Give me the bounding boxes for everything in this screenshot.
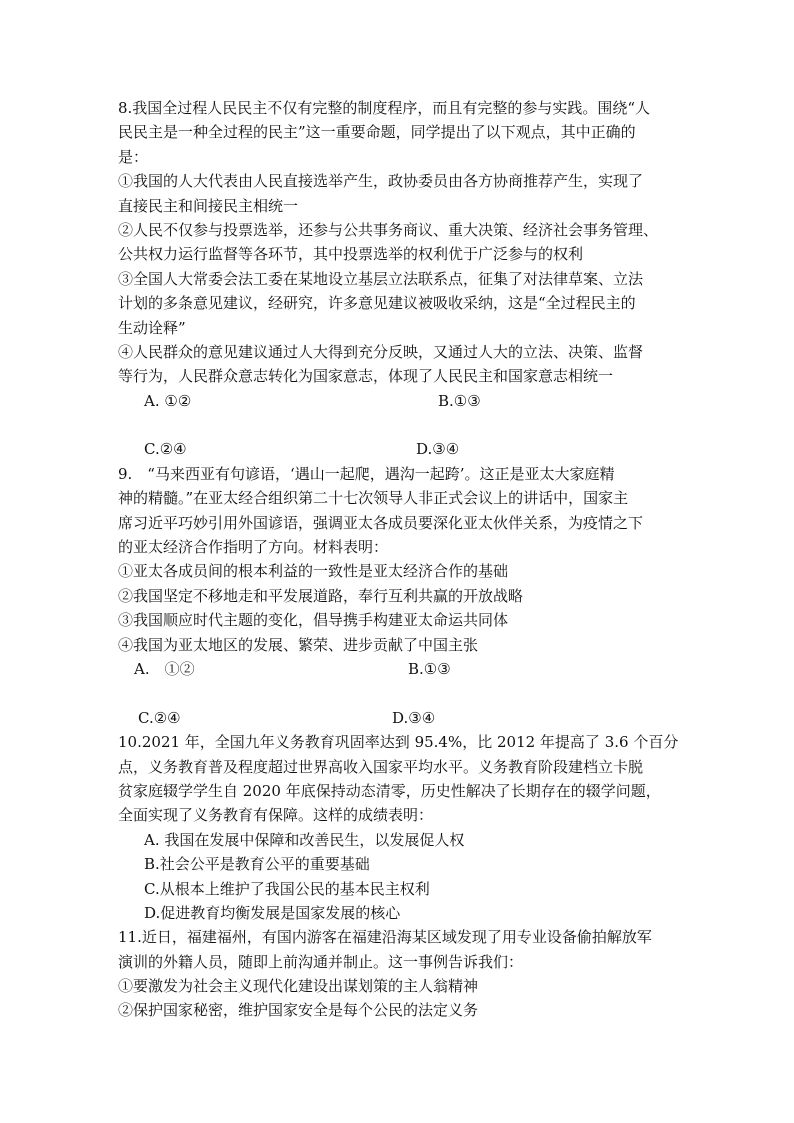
question-9-option-a: A. ①② [134,659,195,678]
question-8-statement-2-line-1: ②人民不仅参与投票选举，还参与公共事务商议、重大决策、经济社会事务管理、 [118,220,659,239]
question-8-option-c: C.②④ [144,440,187,459]
question-8-statement-1-line-2: 直接民主和间接民主相统一 [118,196,299,215]
question-8 [118,96,688,462]
question-9-line-3: 席习近平巧妙引用外国谚语，强调亚太各成员要深化亚太伙伴关系，为疫情之下 [118,513,644,532]
question-11-line-2: 演训的外籍人员，随即上前沟通并制止。这一事例告诉我们： [118,952,524,971]
question-9-option-d: D.③④ [392,708,436,727]
question-9-statement-2: ②我国坚定不移地走和平发展道路，奉行互利共赢的开放战略 [118,586,524,605]
question-8-line-1: 8.我国全过程人民民主不仅有完整的制度程序，而且有完整的参与实践。围绕“人 [118,99,650,117]
question-9-options-row-2 [118,706,688,730]
question-8-option-d: D.③④ [416,440,460,459]
question-8-line-3: 是： [118,147,149,166]
question-11 [118,925,688,1023]
question-10-line-2: 点，义务教育普及程度超过世界高收入国家平均水平。义务教育阶段建档立卡脱 [118,757,644,776]
question-8-options-row-1 [118,389,688,413]
question-11-statement-2: ②保护国家秘密，维护国家安全是每个公民的法定义务 [118,1001,479,1020]
question-10-line-1: 10.2021 年，全国九年义务教育巩固率达到 95.4%，比 2012 年提高了 3.6 个百分 [118,733,679,752]
question-10-option-a: A. 我国在发展中保障和改善民生，以发展促人权 [144,830,465,849]
question-8-options-row-2 [118,437,688,461]
question-8-statement-2-line-2: 公共权力运行监督等各环节，其中投票选举的权利优于广泛参与的权利 [118,245,584,264]
spacer [118,413,688,437]
question-9-statement-4: ④我国为亚太地区的发展、繁荣、进步贡献了中国主张 [118,635,479,654]
question-9-line-2: 神的精髓。”在亚太经合组织第二十七次领导人非正式会议上的讲话中，国家主 [118,489,629,508]
question-10-line-3: 贫家庭辍学学生自 2020 年底保持动态清零，历史性解决了长期存在的辍学问题， [118,781,661,800]
question-9-statement-1: ①亚太各成员间的根本利益的一致性是亚太经济合作的基础 [118,562,509,581]
question-9-options-row-1 [118,657,688,681]
question-9-option-b: B.①③ [408,659,451,678]
question-8-statement-3-line-3: 生动诠释” [118,318,186,337]
question-11-line-1: 11.近日，福建福州，有国内游客在福建沿海某区域发现了用专业设备偷拍解放军 [118,928,652,947]
question-9-statement-3: ③我国顺应时代主题的变化，倡导携手构建亚太命运共同体 [118,611,509,630]
question-9-option-c: C.②④ [138,708,181,727]
question-8-option-b: B.①③ [438,391,481,410]
question-8-statement-1-line-1: ①我国的人大代表由人民直接选举产生，政协委员由各方协商推荐产生，实现了 [118,172,644,191]
question-10-option-c: C.从根本上维护了我国公民的基本民主权利 [144,879,430,898]
question-9 [118,462,688,730]
question-8-line-2: 民民主是一种全过程的民主”这一重要命题，同学提出了以下观点，其中正确的 [118,123,636,142]
spacer [118,681,688,705]
question-10-line-4: 全面实现了义务教育有保障。这样的成绩表明： [118,806,434,825]
question-11-statement-1: ①要激发为社会主义现代化建设出谋划策的主人翁精神 [118,977,479,996]
question-9-line-1: 9. “马来西亚有句谚语，‘遇山一起爬，遇沟一起跨’。这正是亚太大家庭精 [118,464,615,483]
question-8-option-a: A. ①② [144,391,192,410]
question-8-statement-3-line-2: 计划的多条意见建议，经研究，许多意见建议被吸收采纳，这是“全过程民主的 [118,294,636,313]
question-9-line-4: 的亚太经济合作指明了方向。材料表明： [118,538,389,557]
question-10-option-b: B.社会公平是教育公平的重要基础 [144,855,370,874]
question-10 [118,730,688,925]
question-8-statement-4-line-1: ④人民群众的意见建议通过人大得到充分反映，又通过人大的立法、决策、监督 [118,342,644,361]
exam-content [118,96,688,1023]
question-10-option-d: D.促进教育均衡发展是国家发展的核心 [144,903,401,922]
question-8-statement-3-line-1: ③全国人大常委会法工委在某地设立基层立法联系点，征集了对法律草案、立法 [118,269,644,288]
question-8-statement-4-line-2: 等行为，人民群众意志转化为国家意志，体现了人民民主和国家意志相统一 [118,367,614,386]
